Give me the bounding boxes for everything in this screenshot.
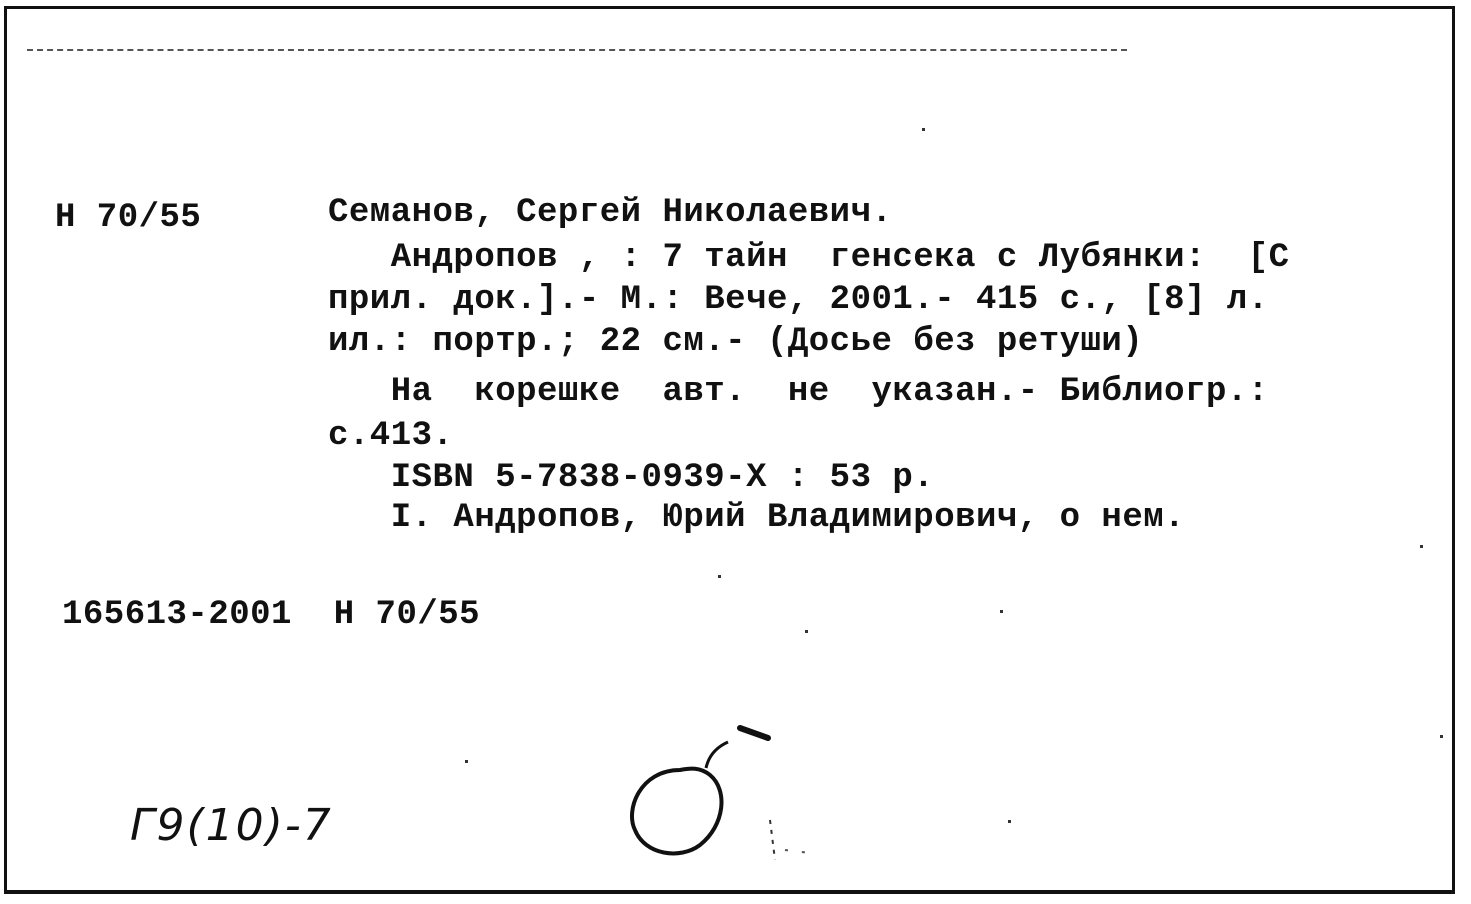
call-number: Н 70/55 [55, 199, 202, 237]
subject-line: I. Андропов, Юрий Владимирович, о нем. [328, 499, 1186, 537]
speck [805, 630, 808, 633]
inventory-number: 165613-2001 Н 70/55 [62, 596, 481, 634]
speck [1420, 545, 1423, 548]
note-line-1: На корешке авт. не указан.- Библиогр.: [328, 373, 1269, 411]
speck [922, 128, 925, 131]
title-line-3: ил.: портр.; 22 см.- (Досье без ретуши) [328, 323, 1144, 361]
handdrawn-circle-mark [610, 720, 810, 880]
author-heading: Семанов, Сергей Николаевич. [328, 194, 893, 232]
speck [465, 760, 468, 763]
speck [1000, 610, 1003, 613]
speck [718, 575, 721, 578]
speck [1008, 820, 1011, 823]
handwritten-classification: Г9(10)-7 [130, 800, 333, 851]
note-line-2: с.413. [328, 417, 454, 455]
isbn-line: ISBN 5-7838-0939-X : 53 р. [328, 459, 935, 497]
speck [1440, 735, 1443, 738]
top-dashed-rule [27, 49, 1127, 51]
title-line-2: прил. док.].- М.: Вече, 2001.- 415 с., [8] л. [328, 281, 1269, 319]
title-line-1: Андропов , : 7 тайн генсека с Лубянки: [С [328, 239, 1290, 277]
